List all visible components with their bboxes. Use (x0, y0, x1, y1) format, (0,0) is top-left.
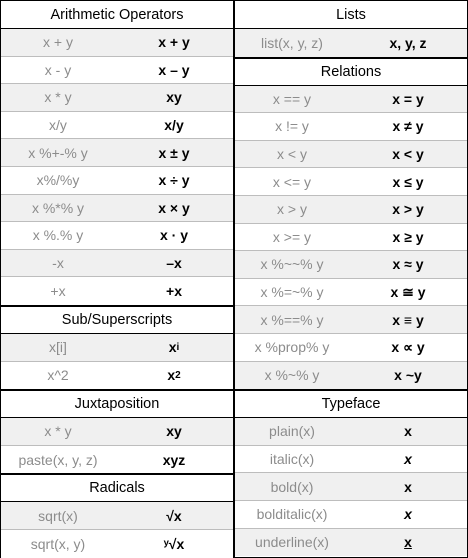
expression-cell: -x (52, 255, 64, 272)
table-row (235, 529, 467, 557)
rendered-text: x (404, 506, 412, 523)
table-row (1, 29, 233, 57)
rendered-text: x ≠ y (392, 118, 424, 135)
rendered-text: xy (166, 423, 182, 440)
table-row (235, 279, 467, 307)
table-row (1, 362, 233, 390)
rendered-cell (115, 112, 233, 139)
rendered-text: x ≥ y (392, 228, 424, 245)
section-header: Relations (235, 57, 467, 86)
section-header: Arithmetic Operators (1, 1, 233, 29)
expression-cell: x %=~% y (260, 284, 324, 301)
rendered-cell (115, 139, 233, 166)
rendered-text: x ≡ y (392, 311, 424, 328)
rendered-cell (349, 279, 467, 306)
subscript-text: i (176, 341, 180, 353)
expression-cell: sqrt(x) (38, 507, 78, 524)
expression-cell: italic(x) (269, 451, 315, 468)
expression-cell: plain(x) (269, 423, 315, 440)
table-row (235, 446, 467, 474)
expression-cell: x[i] (49, 339, 67, 356)
rendered-text: x (404, 478, 412, 495)
rendered-text: x ÷ y (158, 172, 190, 189)
superscript-text: 2 (175, 369, 181, 381)
section-header: Sub/Superscripts (1, 305, 233, 334)
rendered-text: x ≈ y (392, 256, 424, 273)
rendered-cell (115, 57, 233, 84)
rendered-cell (115, 502, 233, 529)
right-column (235, 1, 467, 556)
section-header: Juxtaposition (1, 389, 233, 418)
table-row (235, 29, 467, 57)
rendered-cell (349, 224, 467, 251)
rendered-text: ʸ√x (163, 535, 185, 552)
rendered-text: x (404, 534, 412, 551)
expression-cell: x %==% y (260, 311, 324, 328)
rendered-cell (115, 418, 233, 445)
expression-cell: x %.% y (32, 227, 84, 244)
table-row (235, 113, 467, 141)
table-row (235, 251, 467, 279)
table-row (235, 224, 467, 252)
rendered-text: x ~y (394, 367, 422, 384)
rendered-text: x (167, 367, 176, 384)
rendered-cell (349, 141, 467, 168)
table-row (235, 86, 467, 114)
expression-cell: x %~% y (264, 367, 320, 384)
expression-cell: x%/%y (36, 172, 80, 189)
rendered-text: x · y (159, 227, 188, 244)
rendered-cell (349, 334, 467, 361)
rendered-cell (115, 250, 233, 277)
rendered-cell (349, 86, 467, 113)
expression-cell: x %+-% y (28, 144, 88, 161)
rendered-text: x/y (164, 117, 184, 134)
expression-cell: x^2 (47, 367, 69, 384)
expression-cell: x * y (44, 89, 72, 106)
expression-cell: paste(x, y, z) (18, 451, 98, 468)
table-row (1, 57, 233, 85)
table-row (1, 446, 233, 474)
rendered-text: x (404, 451, 412, 468)
table-row (1, 334, 233, 362)
rendered-cell (115, 195, 233, 222)
rendered-text: x > y (392, 201, 424, 218)
expression-cell: x == y (272, 90, 312, 107)
rendered-cell (115, 334, 233, 361)
table-row (1, 277, 233, 305)
table-row (1, 112, 233, 140)
expression-cell: x <= y (272, 173, 312, 190)
section-header: Typeface (235, 389, 467, 418)
rendered-cell (349, 529, 467, 557)
table-row (1, 250, 233, 278)
rendered-cell (115, 277, 233, 305)
rendered-cell (349, 168, 467, 195)
table-row (1, 167, 233, 195)
table-row (1, 530, 233, 558)
rendered-cell (349, 113, 467, 140)
left-column (1, 1, 233, 558)
table-row (1, 418, 233, 446)
expression-cell: x - y (44, 61, 72, 78)
expression-cell: x > y (277, 201, 307, 218)
expression-cell: x >= y (272, 228, 312, 245)
rendered-cell (349, 196, 467, 223)
table-row (235, 362, 467, 390)
rendered-cell (115, 167, 233, 194)
rendered-cell (115, 446, 233, 474)
rendered-text: x + y (158, 34, 190, 51)
table-row (1, 502, 233, 530)
table-row (235, 473, 467, 501)
rendered-text: x < y (392, 146, 424, 163)
expression-cell: +x (50, 283, 66, 300)
rendered-text: +x (166, 283, 182, 300)
expression-cell: bolditalic(x) (256, 506, 328, 523)
rendered-cell (115, 222, 233, 249)
table-row (235, 196, 467, 224)
rendered-text: –x (166, 255, 182, 272)
expression-cell: x %prop% y (254, 339, 330, 356)
rendered-text: xyz (162, 451, 186, 468)
expression-cell: x %~~% y (260, 256, 324, 273)
rendered-text: x – y (158, 61, 190, 78)
rendered-text: x ∝ y (391, 338, 425, 355)
expression-cell: x/y (49, 117, 67, 134)
rendered-cell (349, 251, 467, 278)
expression-cell: x %*% y (31, 199, 85, 216)
rendered-cell (349, 306, 467, 333)
rendered-cell (115, 530, 233, 558)
section-header: Radicals (1, 473, 233, 502)
table-row (1, 139, 233, 167)
rendered-text: x ± y (158, 144, 190, 161)
table-row (1, 195, 233, 223)
table-row (1, 84, 233, 112)
expression-cell: sqrt(x, y) (30, 535, 86, 552)
rendered-cell (349, 362, 467, 390)
rendered-text: x, y, z (389, 34, 427, 51)
rendered-cell (349, 473, 467, 500)
rendered-text: xy (166, 89, 182, 106)
rendered-text: x ≤ y (392, 173, 424, 190)
table-row (1, 222, 233, 250)
rendered-text: x ≅ y (390, 283, 426, 300)
rendered-text: x (168, 339, 177, 356)
expression-cell: bold(x) (270, 478, 314, 495)
expression-cell: underline(x) (255, 534, 329, 551)
expression-cell: x != y (275, 118, 309, 135)
rendered-text: √x (166, 507, 182, 524)
expression-cell: x < y (277, 146, 307, 163)
rendered-text: x (404, 423, 412, 440)
table-row (235, 306, 467, 334)
rendered-text: x = y (392, 90, 424, 107)
rendered-cell (349, 29, 467, 57)
table-row (235, 334, 467, 362)
rendered-cell (115, 84, 233, 111)
section-header: Lists (235, 1, 467, 29)
rendered-cell (349, 501, 467, 528)
rendered-cell (349, 418, 467, 445)
rendered-cell (349, 446, 467, 473)
expression-cell: x + y (43, 34, 73, 51)
rendered-cell (115, 362, 233, 390)
table-row (235, 501, 467, 529)
table-row (235, 141, 467, 169)
rendered-cell (115, 29, 233, 56)
table-row (235, 418, 467, 446)
expression-cell: list(x, y, z) (261, 34, 323, 51)
expression-cell: x * y (44, 423, 72, 440)
rendered-text: x × y (158, 199, 190, 216)
table-row (235, 168, 467, 196)
